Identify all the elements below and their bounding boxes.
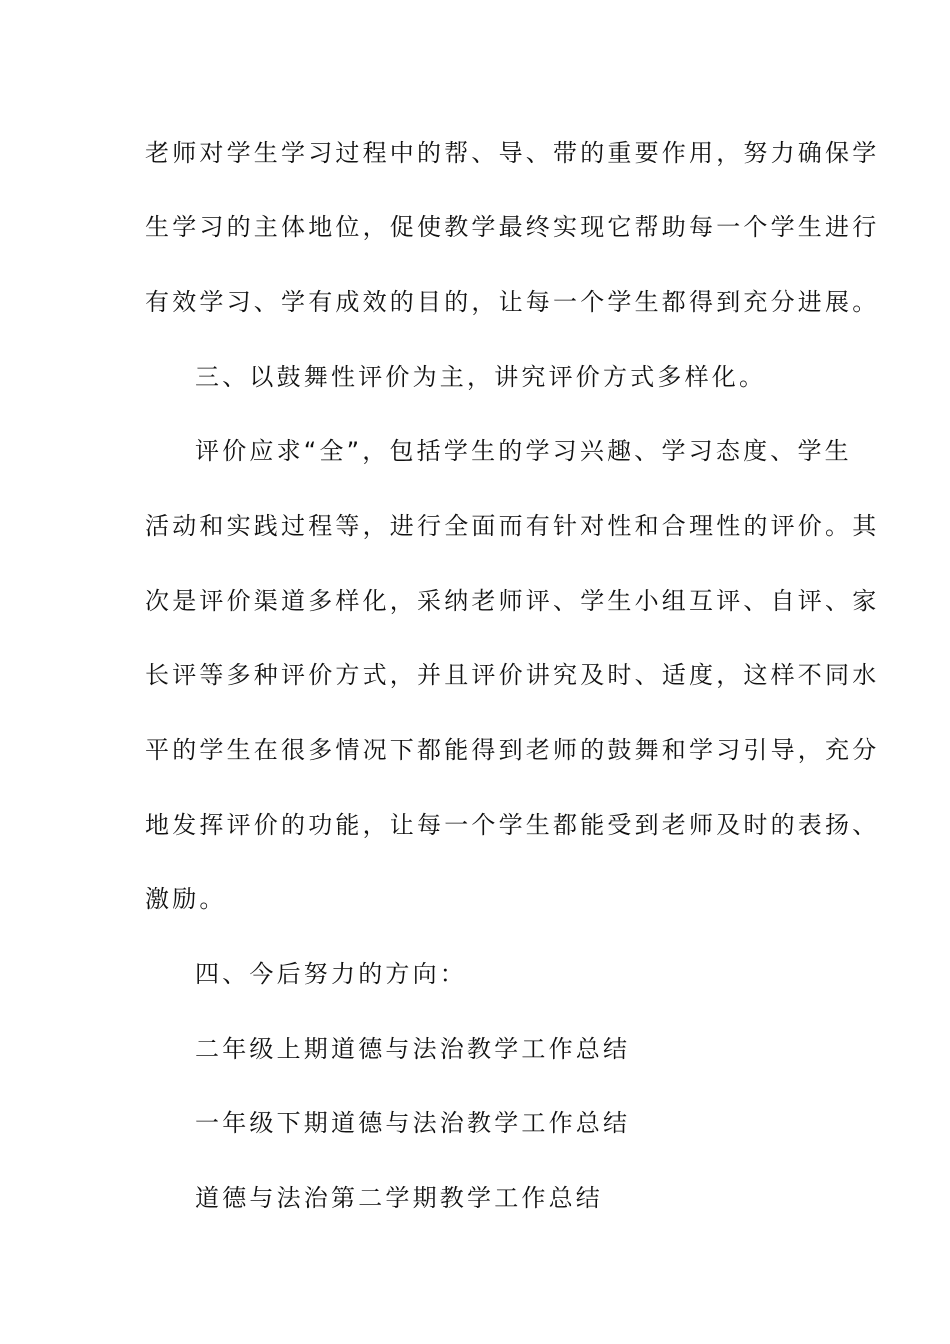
body-text-line: 生学习的主体地位，促使教学最终实现它帮助每一个学生进行	[145, 213, 880, 241]
body-text-line: 活动和实践过程等，进行全面而有针对性和合理性的评价。其	[145, 512, 880, 540]
body-text-line: 评价应求“全”，包括学生的学习兴趣、学习态度、学生	[195, 437, 852, 465]
body-text-line: 有效学习、学有成效的目的，让每一个学生都得到充分进展。	[145, 288, 880, 316]
section-heading: 四、今后努力的方向：	[195, 960, 467, 988]
related-title: 二年级上期道德与法治教学工作总结	[195, 1035, 631, 1063]
body-text-line: 地发挥评价的功能，让每一个学生都能受到老师及时的表扬、	[145, 811, 880, 839]
body-text-line: 平的学生在很多情况下都能得到老师的鼓舞和学习引导，充分	[145, 736, 880, 764]
body-text-line: 老师对学生学习过程中的帮、导、带的重要作用，努力确保学	[145, 139, 880, 167]
body-text-line: 激励。	[145, 885, 227, 913]
related-title: 道德与法治第二学期教学工作总结	[195, 1184, 603, 1212]
section-heading: 三、以鼓舞性评价为主，讲究评价方式多样化。	[195, 363, 767, 391]
body-text-line: 长评等多种评价方式，并且评价讲究及时、适度，这样不同水	[145, 661, 880, 689]
related-title: 一年级下期道德与法治教学工作总结	[195, 1109, 631, 1137]
body-text-line: 次是评价渠道多样化，采纳老师评、学生小组互评、自评、家	[145, 587, 880, 615]
